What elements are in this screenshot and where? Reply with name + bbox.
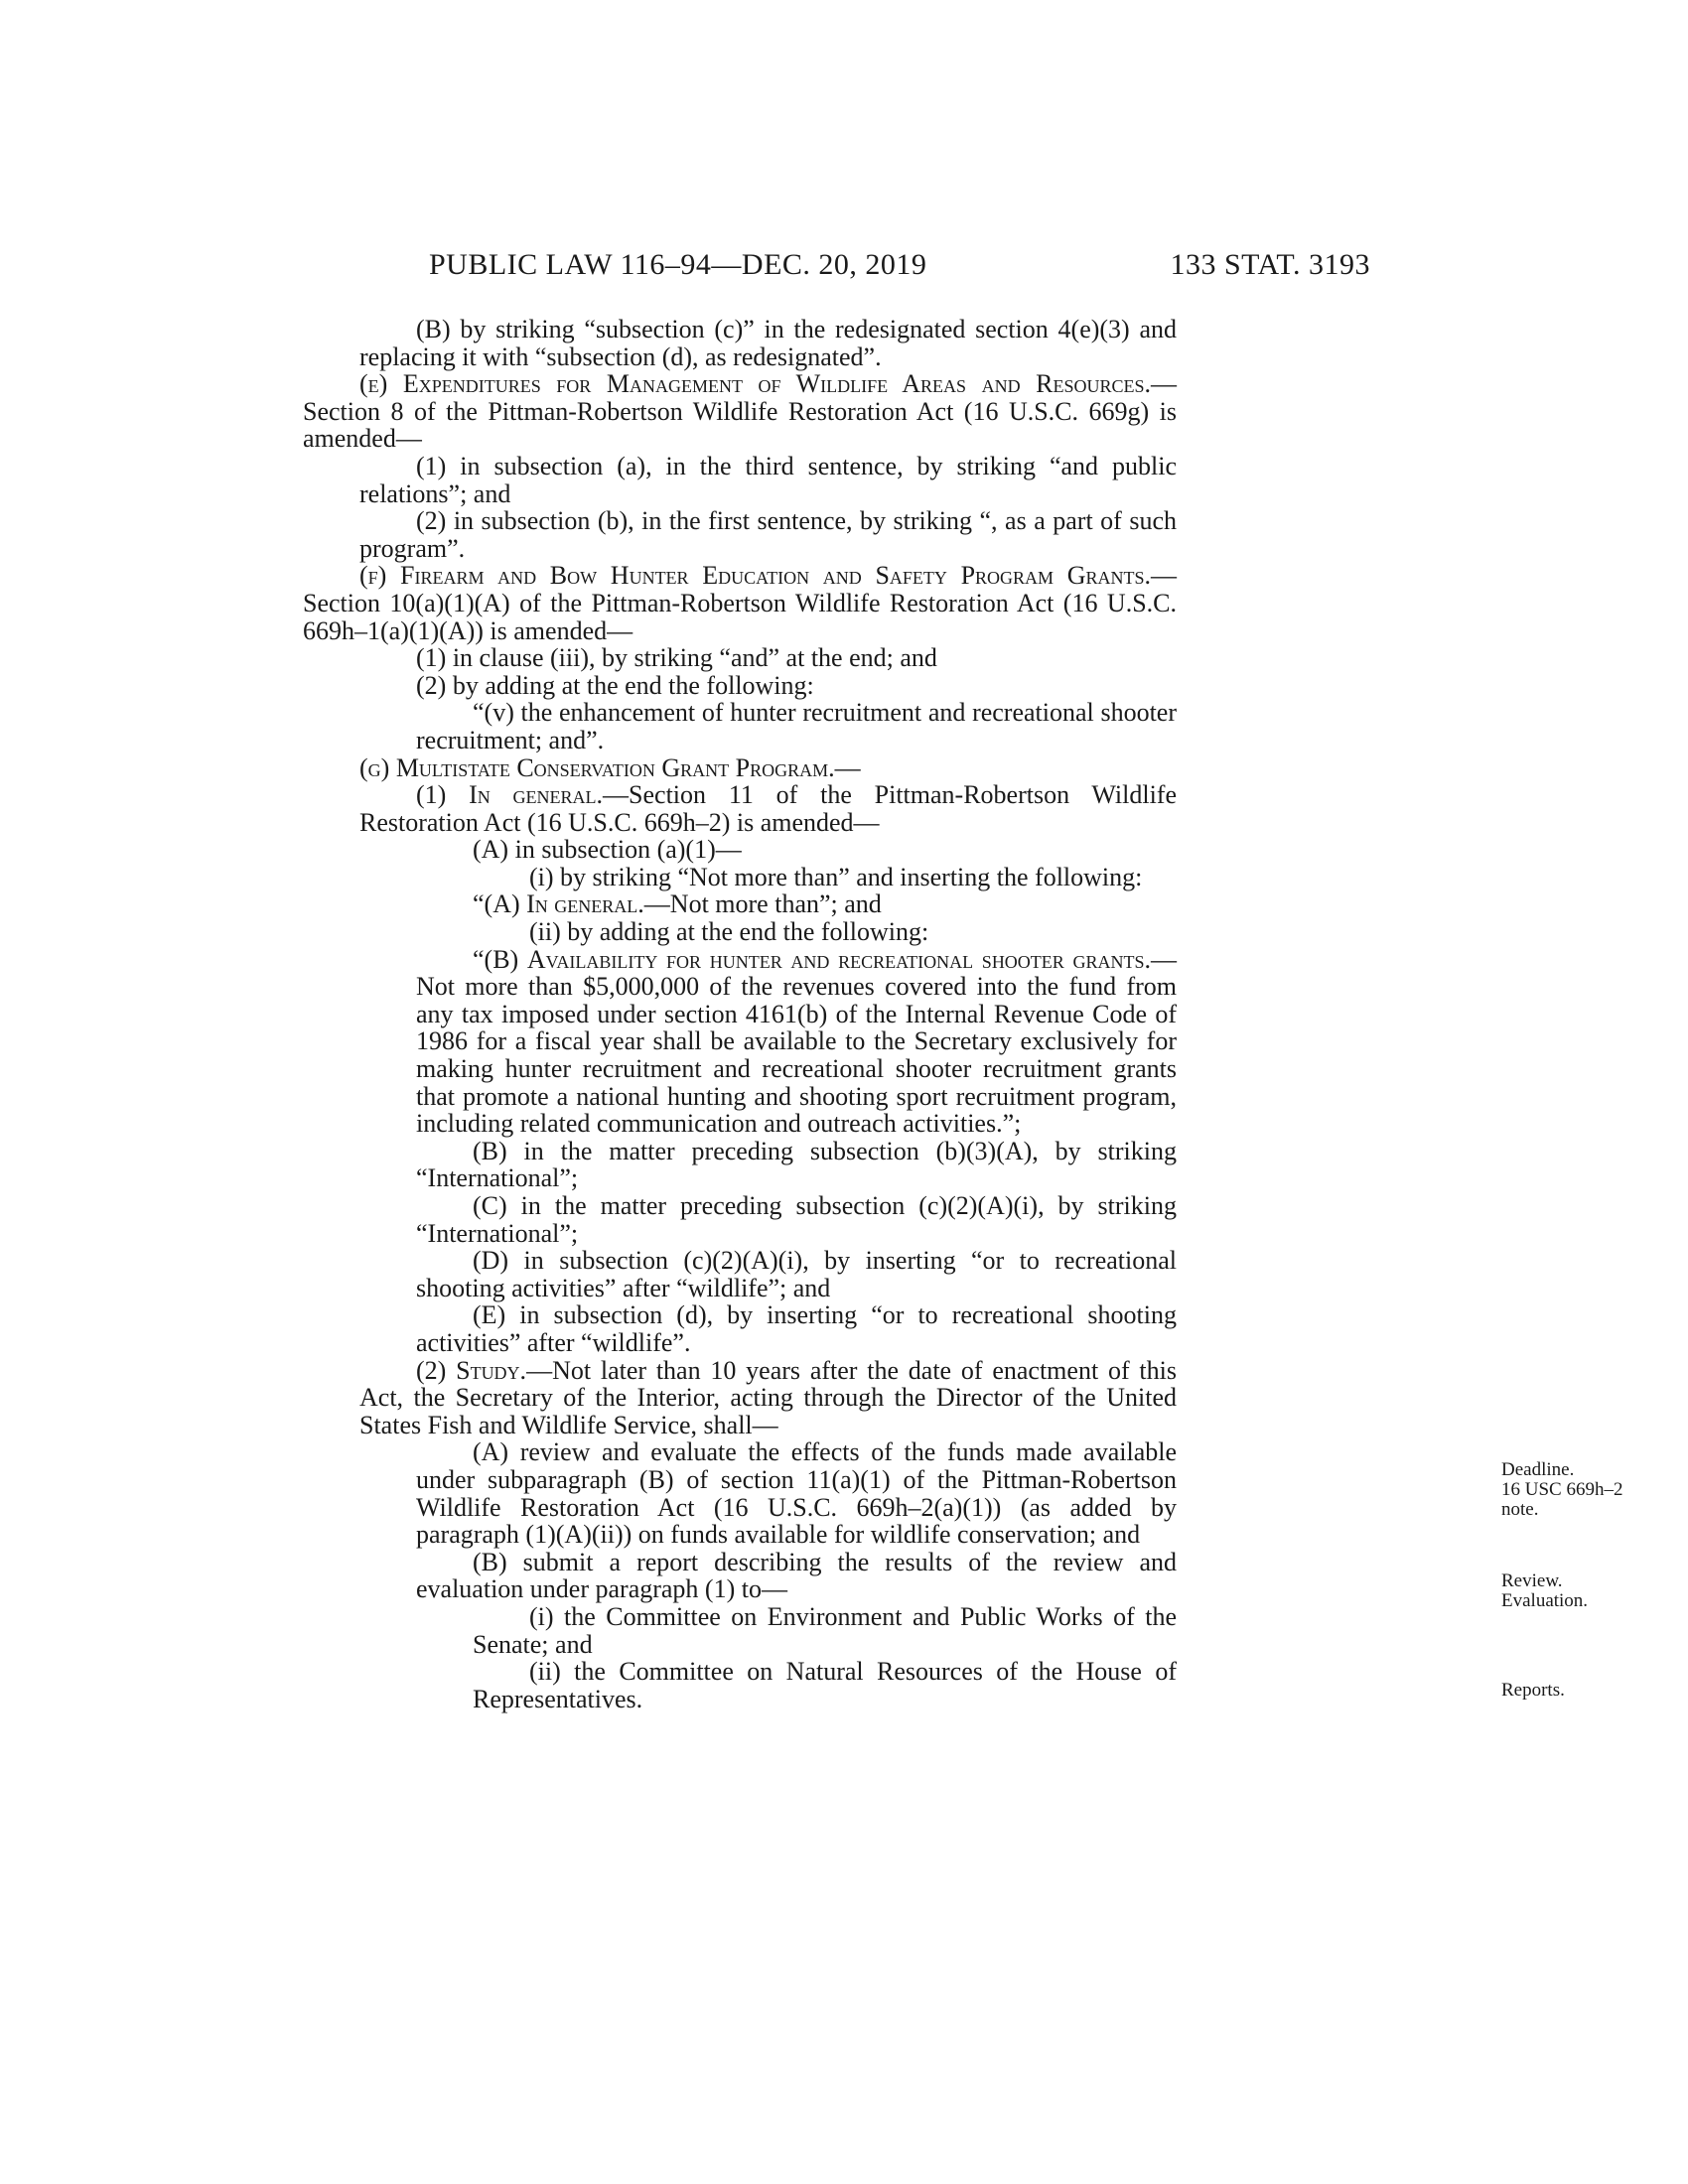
paragraph-2-heading: (2) Study.	[416, 1355, 527, 1385]
subsection-g: (g) Multistate Conservation Grant Program.—	[359, 752, 861, 782]
subparagraph-D: (D) in subsection (c)(2)(A)(i), by inserting “or to recreational shooting activities” after “wildlife”; and	[416, 1246, 1177, 1302]
subsection-f: (f) Firearm and Bow Hunter Education and Safety Program Grants.—Section 10(a)(1)(A) of the Pittman-Robertson Wildlife Restoration Act (16 U.S.C. 669h–1(a)(1)(A)) is amended—	[303, 561, 1177, 645]
inserted-B-heading: Availability for hunter and recreational shooter grants.	[526, 944, 1152, 974]
subparagraph-C: (C) in the matter preceding subsection (c)(2)(A)(i), by striking “International”;	[416, 1191, 1177, 1248]
inserted-A-heading: In general.	[526, 889, 644, 919]
subparagraph-B: (B) in the matter preceding subsection (b)(3)(A), by striking “International”;	[416, 1136, 1177, 1193]
law-body-text	[303, 315, 1623, 1713]
margin-note-review: Review. Evaluation.	[1501, 1570, 1589, 1611]
subparagraph-A: (A) in subsection (a)(1)—	[473, 835, 742, 865]
public-law-title: PUBLIC LAW 116–94—DEC. 20, 2019	[429, 248, 927, 281]
page-header	[0, 248, 1688, 288]
subsection-e-item-1: (1) in subsection (a), in the third sentence, by striking “and public relations”; and	[359, 451, 1177, 508]
subsection-g-paragraph-1: (1) In general.—Section 11 of the Pittman-Robertson Wildlife Restoration Act (16 U.S.C. 669h–2) is amended—	[359, 780, 1177, 837]
study-subparagraph-A: (A) review and evaluate the effects of the funds made available under subparagraph (B) of section 11(a)(1) of the Pittman-Robertson Wildlife Restoration Act (16 U.S.C. 669h–2(a)(1)) (as added by paragraph (1)(A)(ii)) on funds available for wildlife conservation; and	[416, 1437, 1177, 1550]
statute-page-number: 133 STAT. 3193	[1170, 248, 1370, 281]
subsection-f-item-2: (2) by adding at the end the following:	[416, 670, 814, 700]
margin-note-deadline: Deadline. 16 USC 669h–2 note.	[1501, 1459, 1623, 1520]
study-clause-i: (i) the Committee on Environment and Public Works of the Senate; and	[473, 1601, 1177, 1659]
paragraph-B-redesignated: (B) by striking “subsection (c)” in the redesignated section 4(e)(3) and replacing it with “subsection (d), as redesignated”.	[359, 315, 1177, 371]
inserted-text-B: “(B) Availability for hunter and recreational shooter grants.—Not more than $5,000,000 of the revenues covered into the fund from any tax imposed under section 4161(b) of the Internal Revenue Code of 1986 for a fiscal year shall be available to the Secretary exclusively for making hunter recruitment and recreational shooter recruitment grants that promote a national hunting and shooting sport recruitment program, including related communication and outreach activities.”;	[416, 944, 1178, 1139]
margin-note-reports: Reports.	[1501, 1680, 1565, 1701]
subsection-f-item-1: (1) in clause (iii), by striking “and” at the end; and	[416, 643, 937, 673]
clause-i: (i) by striking “Not more than” and inserting the following:	[529, 862, 1143, 891]
subsection-f-heading: (f) Firearm and Bow Hunter Education and Safety Program Grants.	[359, 561, 1151, 591]
subparagraph-E: (E) in subsection (d), by inserting “or to recreational shooting activities” after “wildlife”.	[416, 1300, 1177, 1357]
study-clause-ii: (ii) the Committee on Natural Resources of the House of Representatives.	[473, 1657, 1177, 1713]
subsection-e: (e) Expenditures for Management of Wildlife Areas and Resources.—Section 8 of the Pittman-Robertson Wildlife Restoration Act (16 U.S.C. 669g) is amended—	[303, 369, 1177, 454]
paragraph-1-heading: (1) In general.	[416, 780, 604, 810]
subsection-e-heading: (e) Expenditures for Management of Wildlife Areas and Resources.	[359, 369, 1151, 399]
subsection-g-heading: (g) Multistate Conservation Grant Program.	[359, 752, 835, 782]
inserted-text-A: “(A) In general.—Not more than”; and	[473, 889, 882, 919]
subsection-f-clause-v: “(v) the enhancement of hunter recruitment and recreational shooter recruitment; and”.	[416, 698, 1177, 754]
clause-ii: (ii) by adding at the end the following:	[529, 917, 929, 947]
subsection-e-item-2: (2) in subsection (b), in the first sentence, by striking “, as a part of such program”.	[359, 506, 1177, 563]
study-subparagraph-B: (B) submit a report describing the results of the review and evaluation under paragraph (1) to—	[416, 1547, 1177, 1604]
paragraph-2-study: (2) Study.—Not later than 10 years after the date of enactment of this Act, the Secretary of the Interior, acting through the Director of the United States Fish and Wildlife Service, shall—	[359, 1355, 1177, 1439]
